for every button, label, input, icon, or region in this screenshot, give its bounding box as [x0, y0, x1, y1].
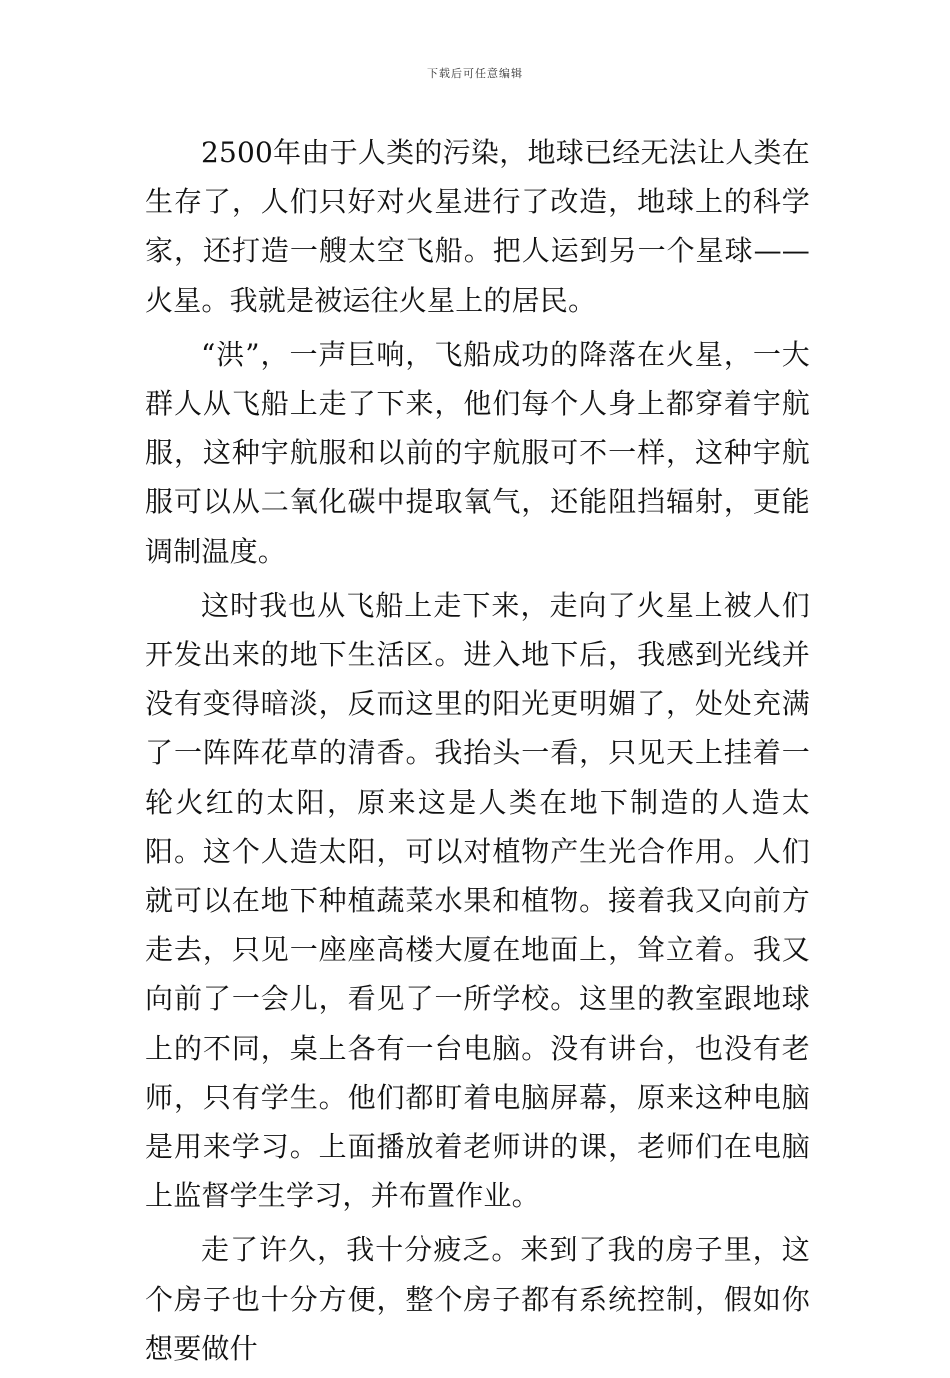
paragraph: 这时我也从飞船上走下来，走向了火星上被人们开发出来的地下生活区。进入地下后，我感到光线并没有变得暗淡，反而这里的阳光更明媚了，处处充满了一阵阵花草的清香。我抬头一看，只见天上挂着一轮火红的太阳，原来这是人类在地下制造的人造太阳。这个人造太阳，可以对植物产生光合作用。人们就可以在地下种植蔬菜水果和植物。接着我又向前方走去，只见一座座高楼大厦在地面上，耸立着。我又向前了一会儿，看见了一所学校。这里的教室跟地球上的不同，桌上各有一台电脑。没有讲台，也没有老师，只有学生。他们都盯着电脑屏幕，原来这种电脑是用来学习。上面播放着老师讲的课，老师们在电脑上监督学生学习，并布置作业。 [145, 588, 810, 1213]
paragraph: 2500年由于人类的污染，地球已经无法让人类在生存了，人们只好对火星进行了改造，地球上的科学家，还打造一艘太空飞船。把人运到另一个星球——火星。我就是被运往火星上的居民。 [145, 136, 810, 317]
paragraph: “洪”，一声巨响，飞船成功的降落在火星，一大群人从飞船上走了下来，他们每个人身上都穿着宇航服，这种宇航服和以前的宇航服可不一样，这种宇航服可以从二氧化碳中提取氧气，还能阻挡辐射，更能调制温度。 [145, 337, 810, 568]
article-body [145, 128, 810, 1378]
paragraph: 走了许久，我十分疲乏。来到了我的房子里，这个房子也十分方便，整个房子都有系统控制，假如你想要做什 [145, 1233, 810, 1365]
header-note: 下载后可任意编辑 [427, 67, 523, 80]
